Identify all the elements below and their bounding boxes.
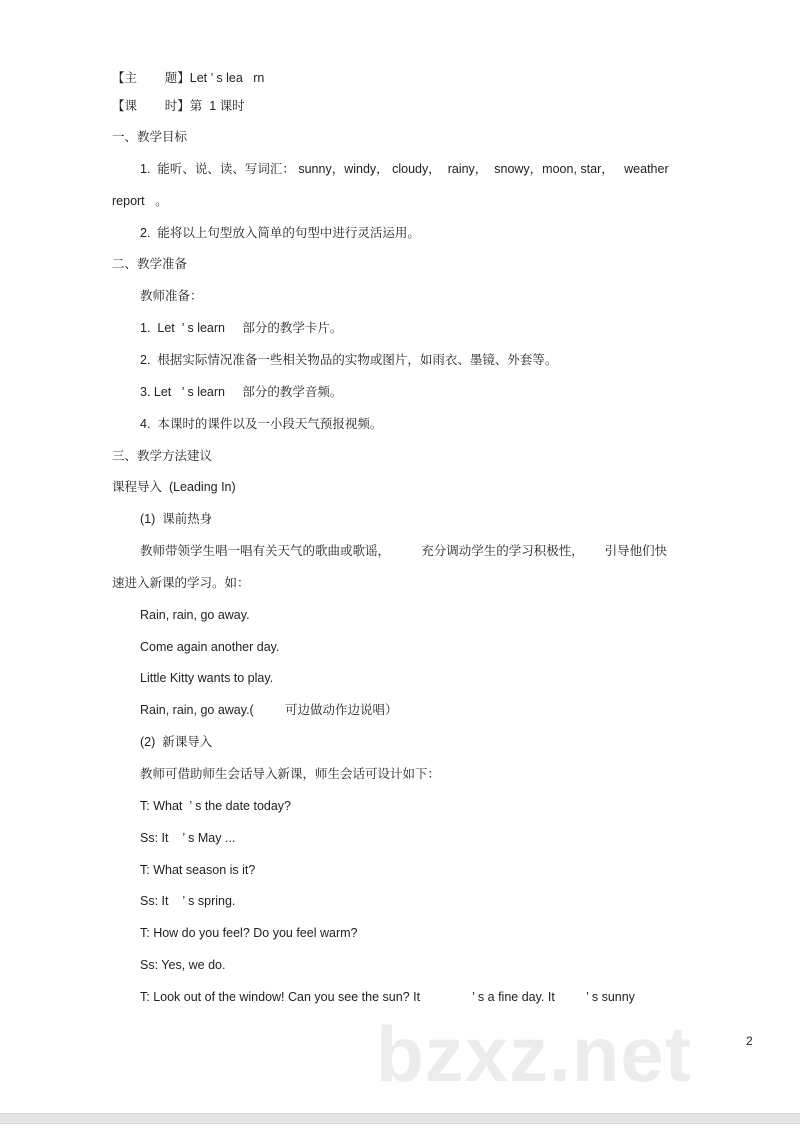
document-line: Little Kitty wants to play. [140,671,274,686]
document-line: Rain, rain, go away.( 可边做动作边说唱） [140,703,398,718]
document-line: 2. 根据实际情况准备一些相关物品的实物或图片，如雨衣、墨镜、外套等。 [140,352,558,367]
document-line: T: Look out of the window! Can you see the sun? It ’ s a fine day. It ’ s sunny [140,989,635,1004]
document-line: 教师带领学生唱一唱有关天气的歌曲或歌谣， 充分调动学生的学习积极性， 引导他们快 [140,544,668,559]
document-line: 1. 能听、说、读、写词汇： sunny，windy， cloudy， rainy， snowy，moon, star， weather [140,161,669,176]
document-line: T: What season is it? [140,862,256,877]
document-line: report 。 [112,193,168,208]
document-line: Ss: It ’ s spring. [140,894,236,909]
document-line: (1) 课前热身 [140,512,213,527]
document-line: 教师可借助师生会话导入新课，师生会话可设计如下： [140,767,441,781]
document-line: 课程导入 (Leading In) [112,480,236,495]
document-line: Ss: It ’ s May ... [140,830,236,845]
document-line: 三、教学方法建议 [112,448,213,463]
page-number: 2 [746,1034,753,1048]
document-line: 4. 本课时的课件以及一小段天气预报视频。 [140,416,383,431]
document-line: Rain, rain, go away. [140,607,250,622]
document-line: 二、教学准备 [112,257,188,272]
document-line: 3. Let ’ s learn 部分的教学音频。 [140,384,343,399]
document-line: 速进入新课的学习。如： [112,575,250,590]
document-line: 【课 时】第 1 课时 [112,99,245,113]
document-line: 【主 题】Let ’ s lea rn [112,71,265,85]
document-line: 教师准备： [140,289,203,304]
document-line: 2. 能将以上句型放入简单的句型中进行灵活运用。 [140,225,420,240]
page-separator [0,1113,800,1124]
document-line: T: What ’ s the date today? [140,798,292,813]
document-line: (2) 新课导入 [140,735,213,750]
document-line: T: How do you feel? Do you feel warm? [140,926,358,941]
document-line: 一、教学目标 [112,130,188,144]
document-line: 1. Let ’ s learn 部分的教学卡片。 [140,321,343,336]
watermark: bzxz.net [376,1010,692,1098]
document-line: Ss: Yes, we do. [140,958,226,973]
document-line: Come again another day. [140,639,280,654]
